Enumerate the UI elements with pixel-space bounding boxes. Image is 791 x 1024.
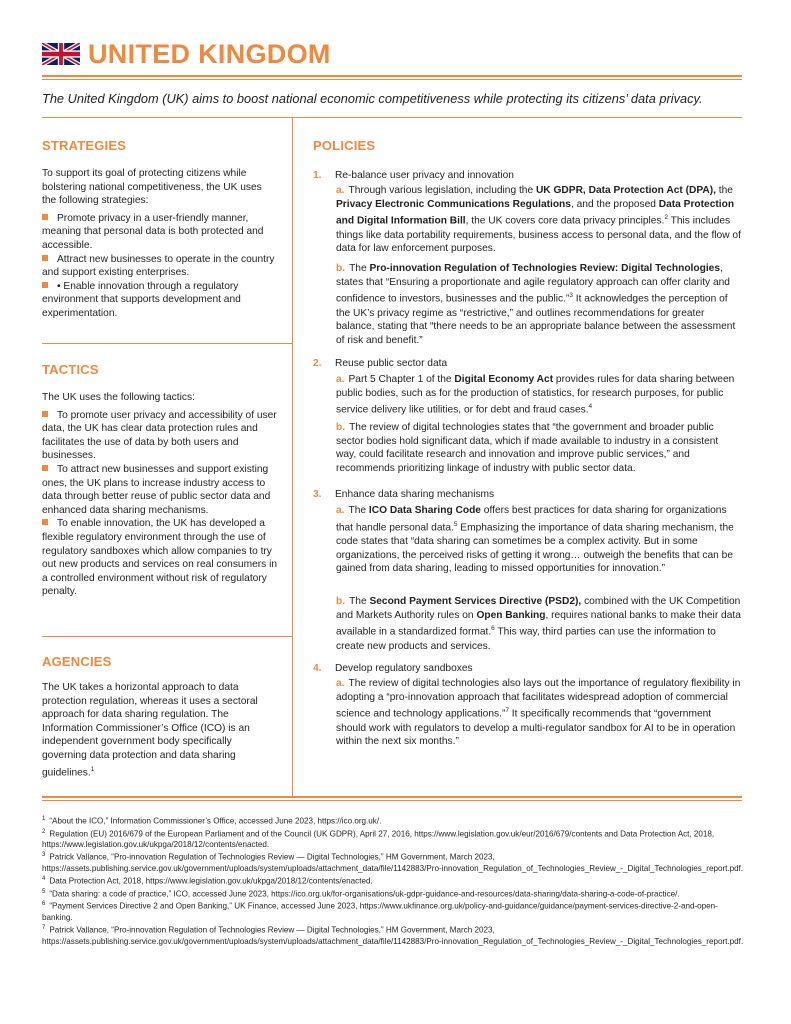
page-header [42,38,331,70]
footnote: $^5$ “Data sharing: a code of practice,” ICO, accessed June 2023, https://ico.org.uk/for-organisations/uk-gdpr-guidance-and-resources/data-sharing/data-sharing-a-code-of-practice/. [42,888,680,899]
footer-rule-top [42,796,742,798]
tactics-heading: TACTICS [42,362,99,377]
policy-sub-item: a. The review of digital technologies also lays out the importance of regulatory flexibility in adopting a “pro-innovation approach that facilitates widespread adoption of commercial science and technology applications.”$^7$ It specifically recommends that “government should work with regulators to develop a multi-regulator sandbox for AI to be in operation within the next six months.” [336,678,741,748]
agencies-section [42,654,278,780]
tactics-intro: The UK uses the following tactics: [42,392,195,403]
list-item: To enable innovation, the UK has developed a flexible regulatory environment through the use of regulatory sandboxes which allow companies to try out new products and services on real consumers in a controlled environment without risk of regulatory penalty. [42,518,277,598]
list-item: • Enable innovation through a regulatory environment that supports development and experimentation. [42,280,241,319]
policies-heading: POLICIES [313,138,376,153]
footnotes [42,814,747,947]
strategies-intro: To support its goal of protecting citizens while bolstering national competitiveness, the UK uses the following strategies: [42,168,262,207]
policy-sub-item: b. The Second Payment Services Directive (PSD2), combined with the UK Competition and Markets Authority rules on Open Banking, requires national banks to make their data available in a standardized format.$^6$ This way, third parties can use the information to create new products and services. [336,596,741,652]
list-item: To attract new businesses and support existing ones, the UK plans to increase industry access to data through better reuse of public sector data and enhanced data sharing mechanisms. [42,463,271,516]
footer-rule-thin [42,800,742,801]
footnote: $^7$ Patrick Vallance, “Pro-innovation Regulation of Technologies Review — Digital Technologies,” HM Government, March 2023, https://assets.publishing.service.gov.uk/government/uploads/system/uploads/attachment_data/file/1142883/Pro-innovation_Regulation_of_Technologies_Review_-_Digital_Technologies_report.pdf. [42,925,744,946]
subtitle-rule [42,117,742,118]
list-item: Promote privacy in a user-friendly manner, meaning that personal data is both protected and accessible. [42,212,264,251]
policy-item: 3. Enhance data sharing mechanisms [313,489,495,500]
bullet-icon [42,519,48,525]
bullet-icon [42,255,48,261]
agencies-text: The UK takes a horizontal approach to data protection regulation, whereas it uses a sectoral approach for data sharing regulation. The Information Commissioner’s Office (ICO) is an independent government body specifically governing data protection and data sharing guidelines.$^1$ [42,682,258,778]
policy-sub-item: b. The Pro-innovation Regulation of Technologies Review: Digital Technologies, states that “Ensuring a proportionate and agile regulatory approach can offer clarity and confidence to investors, businesses and the public.”$^3$ It acknowledges the perception of the UK’s privacy regime as “restrictive,” and outlines recommendations for greater balance, stating that “there needs to be an appropriate balance between the assessment of risk and benefit.” [336,263,736,346]
footnote: $^2$ Regulation (EU) 2016/679 of the European Parliament and of the Council (UK GDPR), April 27, 2016, https://www.legislation.gov.uk/eur/2016/679/contents and Data Protection Act, 2018, https://www.legislation.gov.uk/ukpga/2018/12/contents/enacted. [42,828,715,850]
footnote: $^4$ Data Protection Act, 2018, https://www.legislation.gov.uk/ukpga/2018/12/contents/enacted. [42,876,373,886]
policy-sub-item: a. Part 5 Chapter 1 of the Digital Economy Act provides rules for data sharing between public bodies, such as for the production of statistics, for research purposes, for public service delivery like utilities, or for debt and fraud cases.$^4$ [336,374,735,416]
list-item: Attract new businesses to operate in the country and support existing enterprises. [42,253,275,279]
footnote: $^3$ Patrick Vallance, “Pro-innovation Regulation of Technologies Review — Digital Technologies,” HM Government, March 2023, https://assets.publishing.service.gov.uk/government/uploads/system/uploads/attachment_data/file/1142883/Pro-innovation_Regulation_of_Technologies_Review_-_Digital_Technologies_report.pdf. [42,852,744,874]
page-subtitle: The United Kingdom (UK) aims to boost national economic competitiveness while protecting its citizens’ data privacy. [42,91,703,106]
section-divider [42,636,292,637]
page-title: UNITED KINGDOM [88,38,331,69]
footnote: $^6$ “Payment Services Directive 2 and Open Banking,” UK Finance, accessed June 2023, https://www.ukfinance.org.uk/policy-and-guidance/guidance/payment-services-directive-2-and-open-banking. [42,901,718,923]
policy-item: 1. Re-balance user privacy and innovation [313,170,514,181]
policy-sub-item: b. The review of digital technologies states that “the government and broader public sector bodies hold significant data, which if made available to industry in a consistent way, could facilitate research and innovation and improve public services,” and recommends prioritizing linkage of industry with public sector data. [336,422,719,475]
tactics-section [42,362,278,599]
bullet-icon [42,465,48,471]
policy-sub-item: a. The ICO Data Sharing Code offers best practices for data sharing for organizations that handle personal data.$^5$ Emphasizing the importance of data sharing mechanism, the code states that “data sharing can sometimes be a complex activity. But in some organizations, the perceived risks of getting it wrong… outweigh the benefits that can be gained from data sharing, leading to missed opportunities for innovation.” [336,505,734,575]
list-item: To promote user privacy and accessibility of user data, the UK has clear data protection rules and facilitates the use of data by both users and businesses. [42,409,277,462]
bullet-icon [42,411,48,417]
policy-sub-item: a. Through various legislation, including the UK GDPR, Data Protection Act (DPA), the Privacy Electronic Communications Regulations, and the proposed Data Protection and Digital Information Bill, the UK covers core data privacy principles.$^2$ This includes things like data portability requirements, business access to personal data, and the flow of data for law enforcement purposes. [336,185,741,255]
uk-flag-icon [42,43,80,65]
footnote: $^1$ “About the ICO,” Information Commissioner’s Office, accessed June 2023, https://ico.org.uk/. [42,816,382,826]
column-divider [292,118,293,796]
strategies-heading: STRATEGIES [42,138,127,153]
header-rule-top [42,75,742,77]
section-divider [42,343,292,344]
policy-item: 2. Reuse public sector data [313,358,448,369]
agencies-heading: AGENCIES [42,654,112,669]
bullet-icon [42,214,48,220]
policy-item: 4. Develop regulatory sandboxes [313,663,473,674]
bullet-icon [42,282,48,288]
header-rule-thin [42,79,742,80]
strategies-section [42,138,278,321]
